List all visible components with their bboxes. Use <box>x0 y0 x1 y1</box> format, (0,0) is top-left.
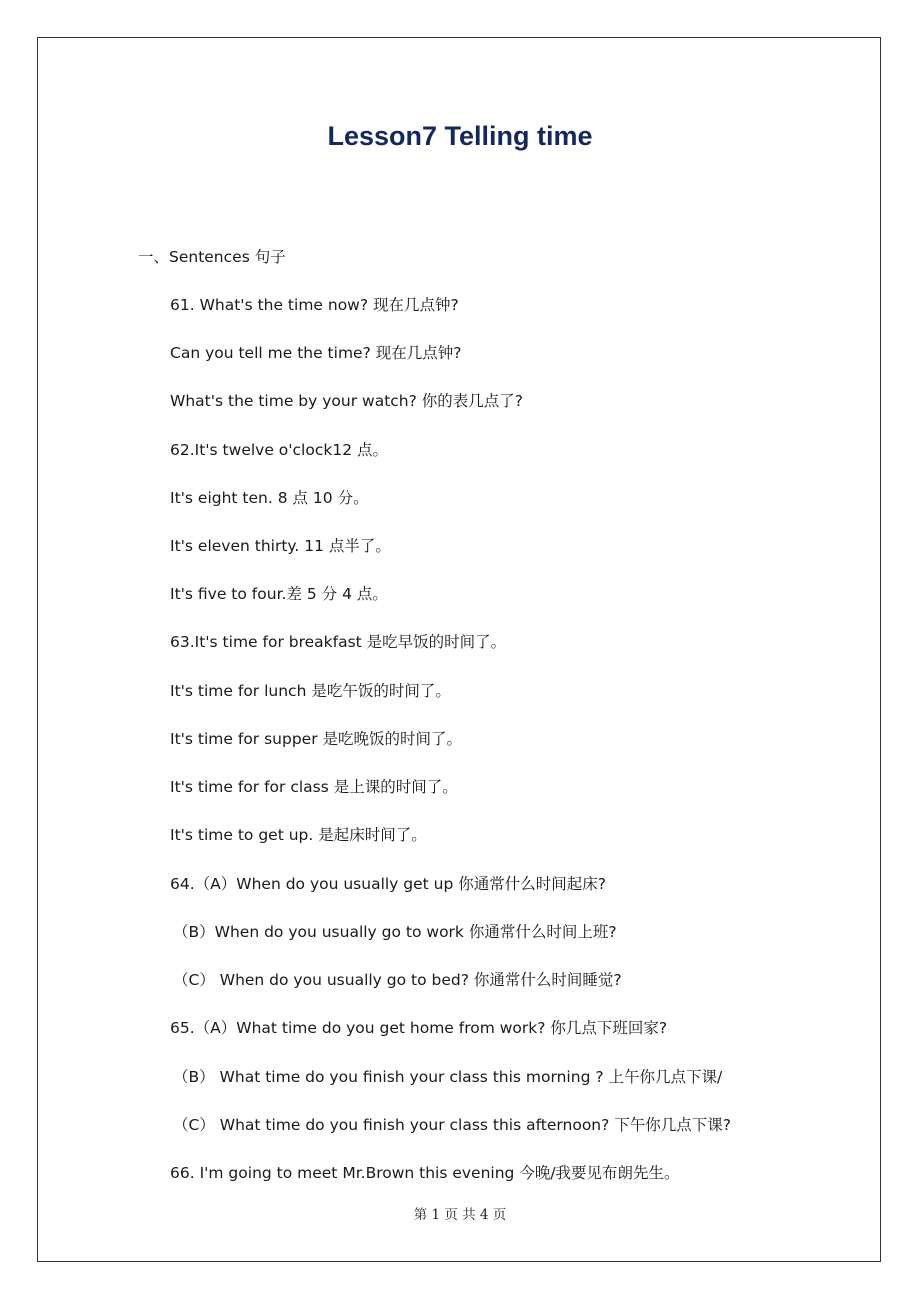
sentence-line: It's time for supper 是吃晚饭的时间了。 <box>170 730 463 748</box>
section-heading: 一、Sentences 句子 <box>138 248 286 266</box>
sentence-line: 62.It's twelve o'clock12 点。 <box>170 441 388 459</box>
sentence-line: It's time for lunch 是吃午饭的时间了。 <box>170 682 451 700</box>
sentence-line: 61. What's the time now? 现在几点钟? <box>170 296 459 314</box>
sentence-line: It's time to get up. 是起床时间了。 <box>170 826 427 844</box>
sentence-line: It's eleven thirty. 11 点半了。 <box>170 537 391 555</box>
sentence-line: 64.（A）When do you usually get up 你通常什么时间起床? <box>170 875 606 893</box>
sentence-line: （B）When do you usually go to work 你通常什么时间上班? <box>173 923 617 941</box>
document-title: Lesson7 Telling time <box>327 121 593 151</box>
sentence-line: It's eight ten. 8 点 10 分。 <box>170 489 369 507</box>
page-number-footer: 第 1 页 共 4 页 <box>413 1207 507 1223</box>
sentence-line: 65.（A）What time do you get home from work? 你几点下班回家? <box>170 1019 668 1037</box>
sentence-line: It's five to four.差 5 分 4 点。 <box>170 585 388 603</box>
sentence-line: 66. I'm going to meet Mr.Brown this evening 今晚/我要见布朗先生。 <box>170 1164 680 1182</box>
sentence-line: It's time for for class 是上课的时间了。 <box>170 778 458 796</box>
sentence-line: （C） What time do you finish your class this afternoon? 下午你几点下课? <box>173 1116 732 1134</box>
sentence-line: （B） What time do you finish your class this morning ? 上午你几点下课/ <box>173 1068 723 1086</box>
sentence-line: Can you tell me the time? 现在几点钟? <box>170 344 462 362</box>
sentence-line: What's the time by your watch? 你的表几点了? <box>170 392 523 410</box>
sentence-line: 63.It's time for breakfast 是吃早饭的时间了。 <box>170 633 507 651</box>
sentence-line: （C） When do you usually go to bed? 你通常什么时间睡觉? <box>173 971 622 989</box>
